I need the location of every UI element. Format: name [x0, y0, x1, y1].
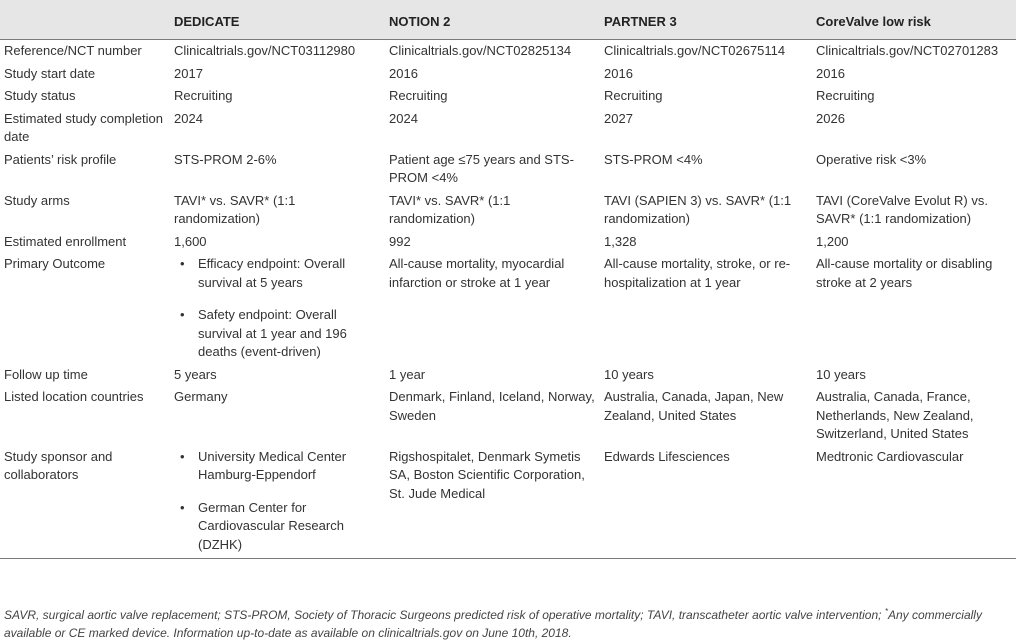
- table-cell: 1 year: [389, 366, 426, 382]
- table-row: [0, 364, 1016, 387]
- table-cell: Rigshospitalet, Denmark Symetis SA, Boston Scientific Corporation, St. Jude Medical: [385, 446, 600, 559]
- table-cell: 2026: [816, 110, 845, 126]
- table-cell: 10 years: [604, 366, 654, 382]
- table-row: [0, 253, 1016, 364]
- table-cell: Patient age ≤75 years and STS-PROM <4%: [389, 151, 574, 185]
- table-footnote: [4, 603, 1012, 642]
- bullet-list: [174, 255, 381, 362]
- table-cell-bullets: [170, 446, 385, 559]
- table-row: [0, 108, 1016, 149]
- row-label: Listed location countries: [4, 389, 144, 404]
- table-cell: All-cause mortality, myocardial infarction or stroke at 1 year: [389, 256, 565, 290]
- table-cell: Edwards Lifesciences: [600, 446, 812, 559]
- footnote-text-part1: SAVR, surgical aortic valve replacement; STS-PROM, Society of Thoracic Surgeons predicted risk of operative mortality; TAVI, transcatheter aortic valve intervention;: [4, 608, 885, 622]
- table-cell: Operative risk <3%: [816, 151, 927, 167]
- table-cell: Clinicaltrials.gov/NCT02825134: [389, 43, 572, 58]
- row-label: Study arms: [4, 192, 70, 208]
- table-row: [0, 63, 1016, 86]
- row-label: Patients’ risk profile: [4, 151, 117, 167]
- table-cell: 1,328: [604, 233, 637, 249]
- table-cell: 2016: [816, 65, 845, 81]
- table-body: [0, 40, 1016, 559]
- table-cell: Recruiting: [816, 88, 875, 103]
- table-cell: TAVI* vs. SAVR* (1:1 randomization): [389, 192, 511, 226]
- table-cell: 10 years: [816, 366, 866, 382]
- table-row: [0, 190, 1016, 231]
- row-label: Primary Outcome: [4, 256, 106, 271]
- table-cell: Recruiting: [389, 88, 448, 103]
- table-cell: All-cause mortality or disabling stroke at 2 years: [816, 256, 993, 290]
- header-cell-trial: DEDICATE: [170, 0, 385, 40]
- table-cell: 1,200: [816, 233, 849, 249]
- bullet-item: • Safety endpoint: Overall survival at 1 year and 196 deaths (event-driven): [192, 306, 381, 362]
- row-label: Follow up time: [4, 366, 88, 382]
- bullet-list: [174, 448, 381, 555]
- table-header: [0, 0, 1016, 40]
- table-cell: STS-PROM 2-6%: [174, 151, 277, 167]
- table-cell: 2017: [174, 65, 203, 81]
- table-row: [0, 446, 1016, 559]
- table-row: [0, 386, 1016, 446]
- header-cell-trial: CoreValve low risk: [812, 0, 1016, 40]
- table-cell: Clinicaltrials.gov/NCT03112980: [174, 43, 356, 58]
- table-cell-bullets: [170, 253, 385, 364]
- table-cell: Denmark, Finland, Iceland, Norway, Sweden: [389, 389, 595, 423]
- table-cell: Clinicaltrials.gov/NCT02675114: [604, 43, 786, 58]
- row-label: Estimated enrollment: [4, 233, 127, 249]
- bullet-item: • German Center for Cardiovascular Research (DZHK): [192, 499, 381, 555]
- table-cell: STS-PROM <4%: [604, 151, 703, 167]
- table-cell: TAVI* vs. SAVR* (1:1 randomization): [174, 192, 296, 226]
- row-label: Study start date: [4, 65, 96, 81]
- table-row: [0, 40, 1016, 63]
- table-cell: All-cause mortality, stroke, or re-hospitalization at 1 year: [604, 256, 791, 290]
- row-label: Study status: [4, 88, 76, 103]
- table-cell: Australia, Canada, France, Netherlands, New Zealand, Switzerland, United States: [816, 389, 974, 441]
- table-row: [0, 231, 1016, 254]
- table-row: [0, 85, 1016, 108]
- table-cell: Australia, Canada, Japan, New Zealand, United States: [604, 389, 784, 423]
- table-cell: 2016: [604, 65, 633, 81]
- row-label: Estimated study completion date: [4, 110, 163, 144]
- table-cell: Clinicaltrials.gov/NCT02701283: [816, 43, 999, 58]
- table-cell: 992: [389, 233, 411, 249]
- table-row: [0, 149, 1016, 190]
- row-label: Reference/NCT number: [4, 43, 142, 58]
- header-cell-empty: [0, 0, 170, 40]
- table-cell: Medtronic Cardiovascular: [812, 446, 1016, 559]
- header-row: [0, 0, 1016, 40]
- table-cell: Germany: [174, 389, 228, 404]
- table-cell: 2024: [174, 110, 203, 126]
- bullet-item: • Efficacy endpoint: Overall survival at 5 years: [192, 255, 381, 292]
- row-label: Study sponsor and collaborators: [0, 446, 170, 559]
- table-cell: TAVI (SAPIEN 3) vs. SAVR* (1:1 randomization): [604, 192, 792, 226]
- table-cell: 2027: [604, 110, 633, 126]
- table-cell: 1,600: [174, 233, 207, 249]
- table-cell: Recruiting: [604, 88, 663, 103]
- table-cell: 2016: [389, 65, 418, 81]
- header-cell-trial: NOTION 2: [385, 0, 600, 40]
- table-cell: 2024: [389, 110, 418, 126]
- footnote-text-part2: Any commercially available or CE marked device. Information up-to-date as available on clinicaltrials.gov on June 10th, 2018.: [4, 608, 982, 640]
- footnote-marker: *: [884, 607, 888, 616]
- bullet-item: • University Medical Center Hamburg-Eppendorf: [192, 448, 381, 485]
- table-cell: Recruiting: [174, 88, 233, 103]
- table-cell: 5 years: [174, 366, 217, 382]
- table-cell: TAVI (CoreValve Evolut R) vs. SAVR* (1:1 randomization): [816, 192, 988, 226]
- header-cell-trial: PARTNER 3: [600, 0, 812, 40]
